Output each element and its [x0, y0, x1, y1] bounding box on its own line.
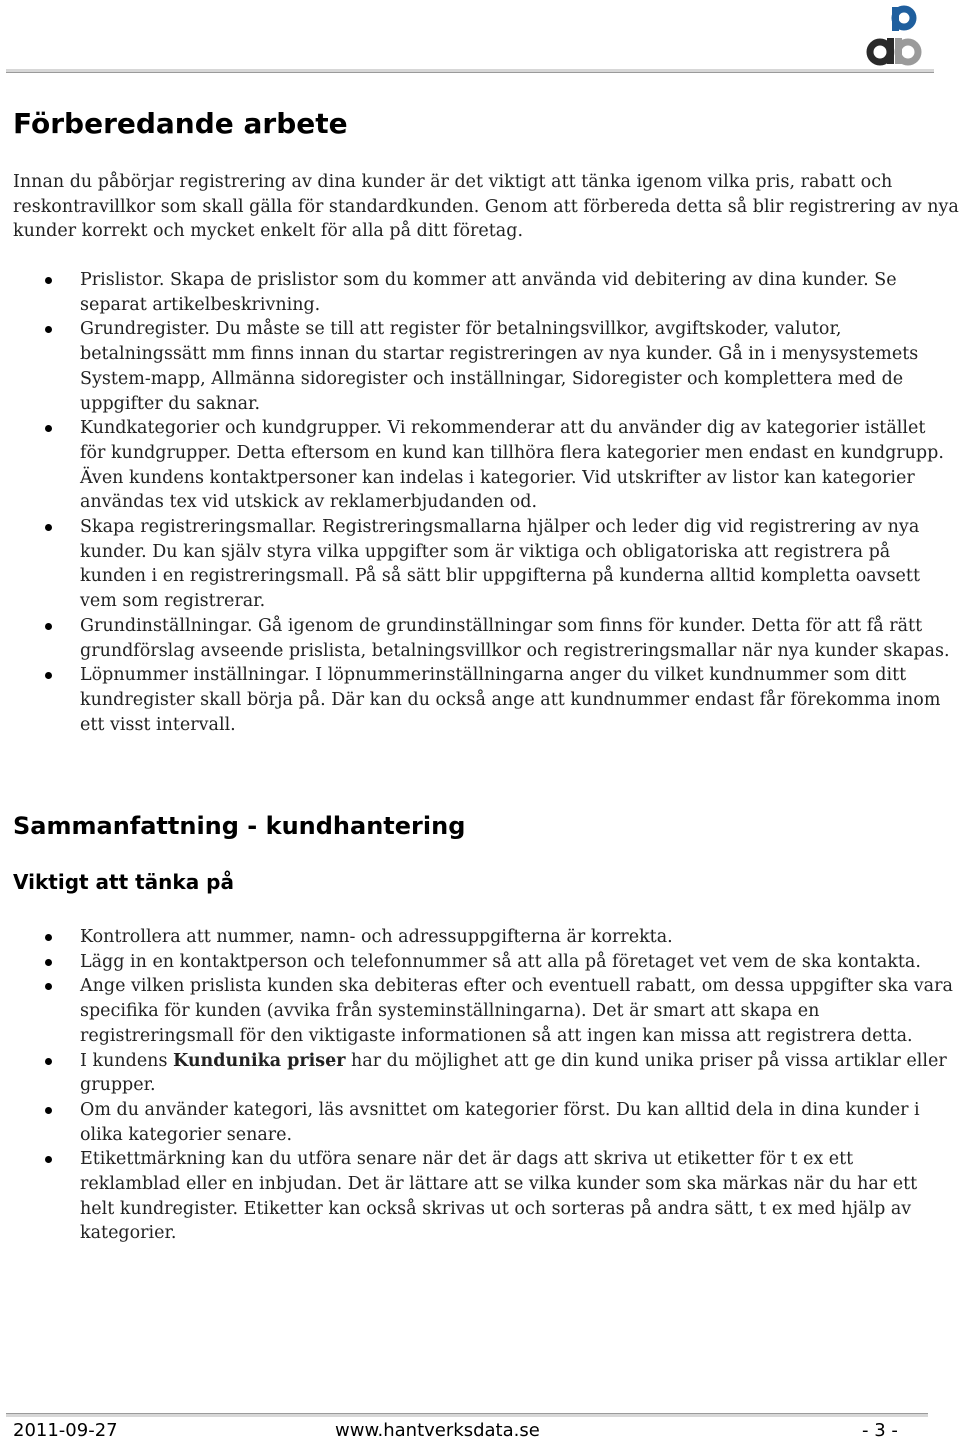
list-item: Kundkategorier och kundgrupper. Vi rekommenderar att du använder dig av kategorier istället för kundgrupper. Detta eftersom en kund kan tillhöra flera kategorier men endast en kundgrupp. Även kundens kontaktpersoner kan indelas i kategorier. Vid utskrifter av listor kan kategorier användas tex vid utskick av reklamerbjudanden od.	[0, 416, 960, 515]
bullet-icon	[45, 1156, 52, 1163]
bullet-icon	[45, 1058, 52, 1065]
summary-list	[0, 925, 960, 1246]
section-title-sammanfattning: Sammanfattning - kundhantering	[13, 812, 466, 840]
kundunika-priser-term: Kundunika priser	[173, 1050, 346, 1071]
list-item: Löpnummer inställningar. I löpnummerinställningarna anger du vilket kundnummer som ditt kundregister skall börja på. Där kan du också ange att kundnummer endast får förekomma inom ett visst intervall.	[0, 663, 960, 737]
list-item: Skapa registreringsmallar. Registreringsmallarna hjälper och leder dig vid registrering av nya kunder. Du kan själv styra vilka uppgifter som är viktiga och obligatoriska att registrera på kunden i en registreringsmall. På så sätt blir uppgifterna på kunderna alltid kompletta oavsett vem som registrerar.	[0, 515, 960, 614]
footer-url[interactable]: www.hantverksdata.se	[335, 1420, 540, 1441]
footer-date: 2011-09-27	[13, 1420, 118, 1441]
bullet-icon	[45, 425, 52, 432]
intro-paragraph: Innan du påbörjar registrering av dina kunder är det viktigt att tänka igenom vilka pris, rabatt och reskontravillkor som skall gälla för standardkunden. Genom att förbereda detta så blir registrering av nya kunder korrekt och mycket enkelt för alla på ditt företag.	[13, 172, 959, 242]
bullet-icon	[45, 959, 52, 966]
footer-page-number: - 3 -	[862, 1420, 898, 1441]
list-item: Ange vilken prislista kunden ska debiteras efter och eventuell rabatt, om dessa uppgifter ska vara specifika för kunden (avvika från systeminställningarna). Det är smart att skapa en registreringsmall för den viktigaste informationen så att ingen kan missa att registrera detta.	[0, 974, 960, 1048]
list-item: Om du använder kategori, läs avsnittet om kategorier först. Du kan alltid dela in dina kunder i olika kategorier senare.	[0, 1098, 960, 1147]
list-item: Grundinställningar. Gå igenom de grundinställningar som finns för kunder. Detta för att få rätt grundförslag avseende prislista, betalningsvillkor och registreringsmallar när nya kunder skapas.	[0, 614, 960, 663]
bullet-icon	[45, 983, 52, 990]
hantverksdata-logo-icon	[862, 4, 922, 68]
bullet-icon	[45, 623, 52, 630]
bullet-icon	[45, 672, 52, 679]
list-item: Etikettmärkning kan du utföra senare när det är dags att skriva ut etiketter för t ex ett reklamblad eller en inbjudan. Det är lättare att se vilka kunder som ska märkas när du har ett helt kundregister. Etiketter kan också skrivas ut och sorteras på andra sätt, t ex med hjälp av kategorier.	[0, 1147, 960, 1246]
preparation-list	[0, 268, 960, 737]
bullet-icon	[45, 277, 52, 284]
bullet-icon	[45, 524, 52, 531]
section-title-forberedande: Förberedande arbete	[13, 107, 348, 140]
list-item: I kundens Kundunika priser har du möjlighet att ge din kund unika priser på vissa artiklar eller grupper.	[0, 1049, 960, 1098]
bullet-icon	[45, 934, 52, 941]
list-item: Lägg in en kontaktperson och telefonnummer så att alla på företaget vet vem de ska kontakta.	[0, 950, 960, 975]
bullet-icon	[45, 1107, 52, 1114]
header-rule-line	[6, 72, 934, 73]
section-subtitle: Viktigt att tänka på	[13, 870, 234, 894]
list-item: Prislistor. Skapa de prislistor som du kommer att använda vid debitering av dina kunder. Se separat artikelbeskrivning.	[0, 268, 960, 317]
footer-rule	[6, 1414, 928, 1417]
bullet-icon	[45, 326, 52, 333]
list-item: Kontrollera att nummer, namn- och adressuppgifterna är korrekta.	[0, 925, 960, 950]
list-item: Grundregister. Du måste se till att register för betalningsvillkor, avgiftskoder, valutor, betalningssätt mm finns innan du startar registreringen av nya kunder. Gå in i menysystemets System-mapp, Allmänna sidoregister och inställningar, Sidoregister och komplettera med de uppgifter du saknar.	[0, 317, 960, 416]
